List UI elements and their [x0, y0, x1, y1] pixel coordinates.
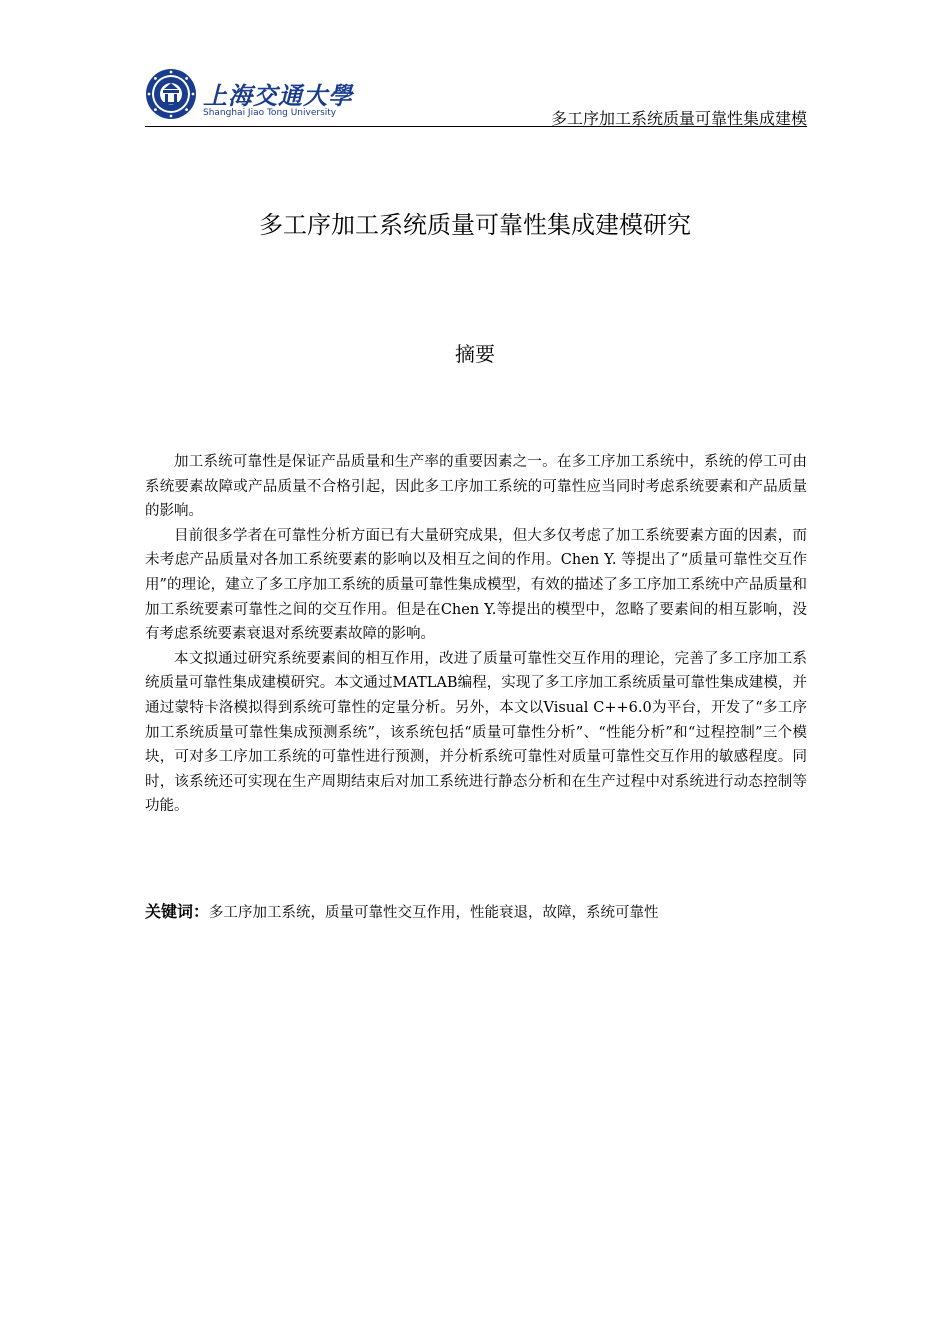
logo-chinese-name: 上海交通大學	[203, 81, 353, 110]
header-divider	[145, 126, 807, 127]
running-title: 多工序加工系统质量可靠性集成建模	[550, 109, 807, 128]
abstract-paragraph-3: 本文拟通过研究系统要素间的相互作用，改进了质量可靠性交互作用的理论，完善了多工序加工系统质量可靠性集成建模研究。本文通过MATLAB编程，实现了多工序加工系统质量可靠性集成建模，并通过蒙特卡洛模拟得到系统可靠性的定量分析。另外，本文以Visual C++6.0为平台，开发了“多工序加工系统质量可靠性集成预测系统”，该系统包括“质量可靠性分析”、“性能分析”和“过程控制”三个模块，可对多工序加工系统的可靠性进行预测，并分析系统可靠性对质量可靠性交互作用的敏感程度。同时，该系统还可实现在生产周期结束后对加工系统进行静态分析和在生产过程中对系统进行动态控制等功能。	[145, 650, 807, 815]
abstract-body	[145, 450, 807, 819]
abstract-heading: 摘要	[455, 342, 495, 366]
keywords-label: 关键词：	[145, 902, 210, 921]
document-title: 多工序加工系统质量可靠性集成建模研究	[259, 211, 691, 239]
page-header	[145, 68, 807, 128]
abstract-paragraph-2: 目前很多学者在可靠性分析方面已有大量研究成果，但大多仅考虑了加工系统要素方面的因素，而未考虑产品质量对各加工系统要素的影响以及相互之间的作用。Chen Y. 等提出了“质量可靠性交互作用”的理论，建立了多工序加工系统的质量可靠性集成模型，有效的描述了多工序加工系统中产品质量和加工系统要素可靠性之间的交互作用。但是在Chen Y.等提出的模型中，忽略了要素间的相互影响，没有考虑系统要素衰退对系统要素故障的影响。	[145, 527, 807, 643]
university-seal-icon	[145, 68, 197, 120]
logo-english-name: Shanghai Jiao Tong University	[203, 108, 337, 118]
keywords-line	[145, 900, 807, 925]
abstract-paragraph-1: 加工系统可靠性是保证产品质量和生产率的重要因素之一。在多工序加工系统中，系统的停工可由系统要素故障或产品质量不合格引起，因此多工序加工系统的可靠性应当同时考虑系统要素和产品质量的影响。	[145, 454, 807, 520]
university-logo	[145, 68, 353, 128]
keywords-text: 多工序加工系统，质量可靠性交互作用，性能衰退，故障，系统可靠性	[209, 905, 659, 921]
